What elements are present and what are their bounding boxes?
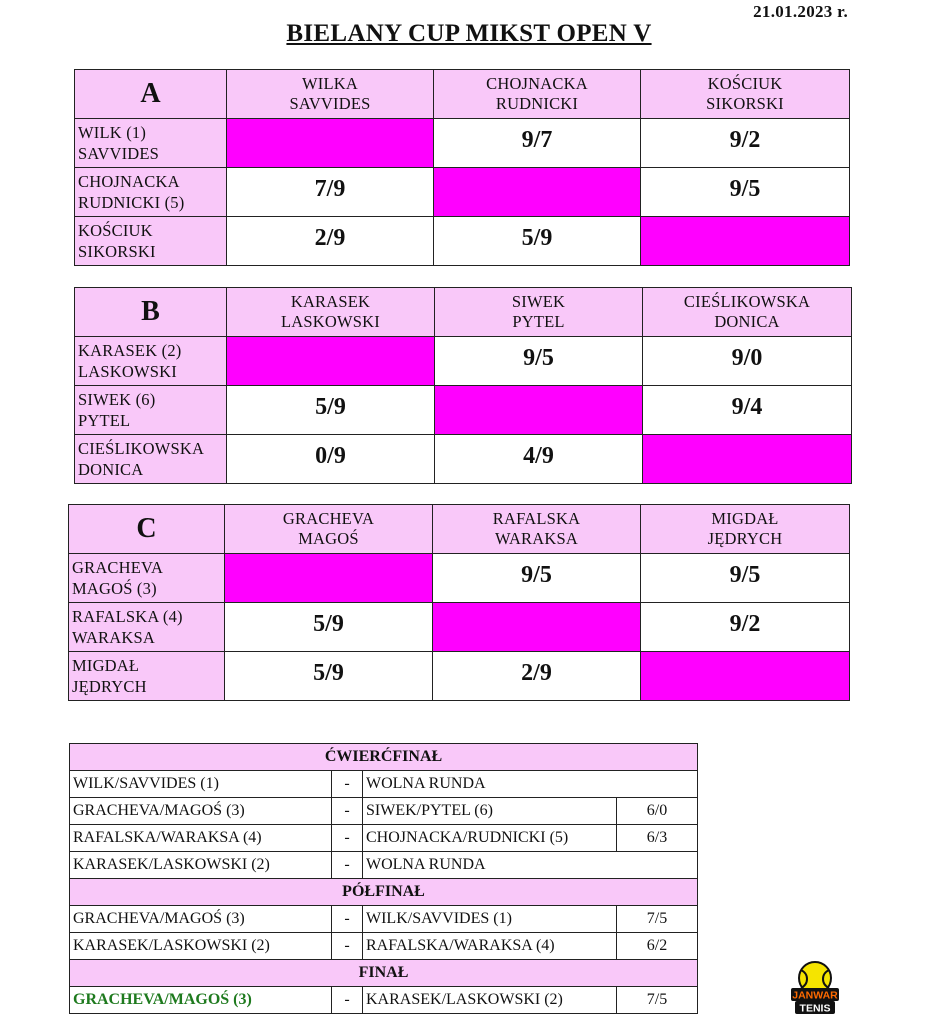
match-result: 7/5 xyxy=(617,906,698,933)
match-separator: - xyxy=(332,825,363,852)
score-cell: 5/9 xyxy=(434,217,641,266)
stage-header-semifinal: PÓŁFINAŁ xyxy=(70,879,698,906)
column-header: WILKA SAVVIDES xyxy=(227,70,434,119)
group-label: C xyxy=(69,505,225,554)
table-row xyxy=(75,168,850,217)
score-cell: 9/5 xyxy=(641,168,850,217)
table-row xyxy=(75,119,850,168)
table-row xyxy=(69,652,850,701)
diagonal-cell xyxy=(435,386,643,435)
page-title: BIELANY CUP MIKST OPEN V xyxy=(286,20,652,47)
table-row xyxy=(70,906,698,933)
row-header: MIGDAŁ JĘDRYCH xyxy=(69,652,225,701)
match-team-right: WOLNA RUNDA xyxy=(363,852,698,879)
score-cell: 7/9 xyxy=(227,168,434,217)
match-team-right: WOLNA RUNDA xyxy=(363,771,698,798)
match-result: 6/2 xyxy=(617,933,698,960)
stage-header-quarterfinal: ĆWIERĆFINAŁ xyxy=(70,744,698,771)
svg-text:JANWAR: JANWAR xyxy=(792,989,838,1002)
match-team-left: GRACHEVA/MAGOŚ (3) xyxy=(70,798,332,825)
document-date: 21.01.2023 r. xyxy=(753,2,848,21)
group-c-table xyxy=(68,504,850,701)
match-team-left: KARASEK/LASKOWSKI (2) xyxy=(70,852,332,879)
diagonal-cell xyxy=(643,435,852,484)
group-a-table xyxy=(74,69,850,266)
diagonal-cell xyxy=(227,337,435,386)
group-label: A xyxy=(75,70,227,119)
match-separator: - xyxy=(332,987,363,1014)
score-cell: 9/5 xyxy=(433,554,641,603)
diagonal-cell xyxy=(434,168,641,217)
score-cell: 9/5 xyxy=(641,554,850,603)
score-cell: 9/2 xyxy=(641,119,850,168)
row-header: WILK (1) SAVVIDES xyxy=(75,119,227,168)
group-label: B xyxy=(75,288,227,337)
svg-text:TENIS: TENIS xyxy=(799,1002,831,1015)
diagonal-cell xyxy=(641,652,850,701)
column-header: KOŚCIUK SIKORSKI xyxy=(641,70,850,119)
column-header: MIGDAŁ JĘDRYCH xyxy=(641,505,850,554)
match-team-left: WILK/SAVVIDES (1) xyxy=(70,771,332,798)
row-header: GRACHEVA MAGOŚ (3) xyxy=(69,554,225,603)
match-team-right: RAFALSKA/WARAKSA (4) xyxy=(363,933,617,960)
match-team-left: GRACHEVA/MAGOŚ (3) xyxy=(70,906,332,933)
column-header: CHOJNACKA RUDNICKI xyxy=(434,70,641,119)
table-row xyxy=(70,933,698,960)
stage-header-final: FINAŁ xyxy=(70,960,698,987)
row-header: CHOJNACKA RUDNICKI (5) xyxy=(75,168,227,217)
score-cell: 9/7 xyxy=(434,119,641,168)
diagonal-cell xyxy=(227,119,434,168)
match-team-right: WILK/SAVVIDES (1) xyxy=(363,906,617,933)
match-team-left: KARASEK/LASKOWSKI (2) xyxy=(70,933,332,960)
table-row xyxy=(75,435,852,484)
row-header: KOŚCIUK SIKORSKI xyxy=(75,217,227,266)
score-cell: 9/0 xyxy=(643,337,852,386)
column-header: KARASEK LASKOWSKI xyxy=(227,288,435,337)
column-header: CIEŚLIKOWSKA DONICA xyxy=(643,288,852,337)
table-row xyxy=(70,771,698,798)
match-team-right: CHOJNACKA/RUDNICKI (5) xyxy=(363,825,617,852)
diagonal-cell xyxy=(225,554,433,603)
row-header: RAFALSKA (4) WARAKSA xyxy=(69,603,225,652)
column-header: SIWEK PYTEL xyxy=(435,288,643,337)
match-team-left-winner: GRACHEVA/MAGOŚ (3) xyxy=(70,987,332,1014)
score-cell: 9/2 xyxy=(641,603,850,652)
match-result: 6/3 xyxy=(617,825,698,852)
score-cell: 4/9 xyxy=(435,435,643,484)
match-result: 7/5 xyxy=(617,987,698,1014)
match-result: 6/0 xyxy=(617,798,698,825)
column-header: RAFALSKA WARAKSA xyxy=(433,505,641,554)
match-separator: - xyxy=(332,852,363,879)
match-team-right: SIWEK/PYTEL (6) xyxy=(363,798,617,825)
score-cell: 5/9 xyxy=(225,603,433,652)
match-team-left: RAFALSKA/WARAKSA (4) xyxy=(70,825,332,852)
table-row xyxy=(70,987,698,1014)
group-b-table xyxy=(74,287,852,484)
table-row xyxy=(69,603,850,652)
row-header: KARASEK (2) LASKOWSKI xyxy=(75,337,227,386)
janwar-tenis-logo xyxy=(783,960,847,1016)
match-separator: - xyxy=(332,771,363,798)
score-cell: 2/9 xyxy=(227,217,434,266)
row-header: CIEŚLIKOWSKA DONICA xyxy=(75,435,227,484)
diagonal-cell xyxy=(641,217,850,266)
match-separator: - xyxy=(332,798,363,825)
score-cell: 5/9 xyxy=(225,652,433,701)
knockout-table xyxy=(69,743,698,1014)
row-header: SIWEK (6) PYTEL xyxy=(75,386,227,435)
table-row xyxy=(70,825,698,852)
table-row xyxy=(70,798,698,825)
score-cell: 0/9 xyxy=(227,435,435,484)
score-cell: 5/9 xyxy=(227,386,435,435)
diagonal-cell xyxy=(433,603,641,652)
match-separator: - xyxy=(332,906,363,933)
table-row xyxy=(69,554,850,603)
table-row xyxy=(75,337,852,386)
tennis-ball-icon xyxy=(783,960,847,1016)
score-cell: 2/9 xyxy=(433,652,641,701)
match-team-right: KARASEK/LASKOWSKI (2) xyxy=(363,987,617,1014)
table-row xyxy=(75,217,850,266)
match-separator: - xyxy=(332,933,363,960)
score-cell: 9/4 xyxy=(643,386,852,435)
score-cell: 9/5 xyxy=(435,337,643,386)
table-row xyxy=(75,386,852,435)
column-header: GRACHEVA MAGOŚ xyxy=(225,505,433,554)
table-row xyxy=(70,852,698,879)
